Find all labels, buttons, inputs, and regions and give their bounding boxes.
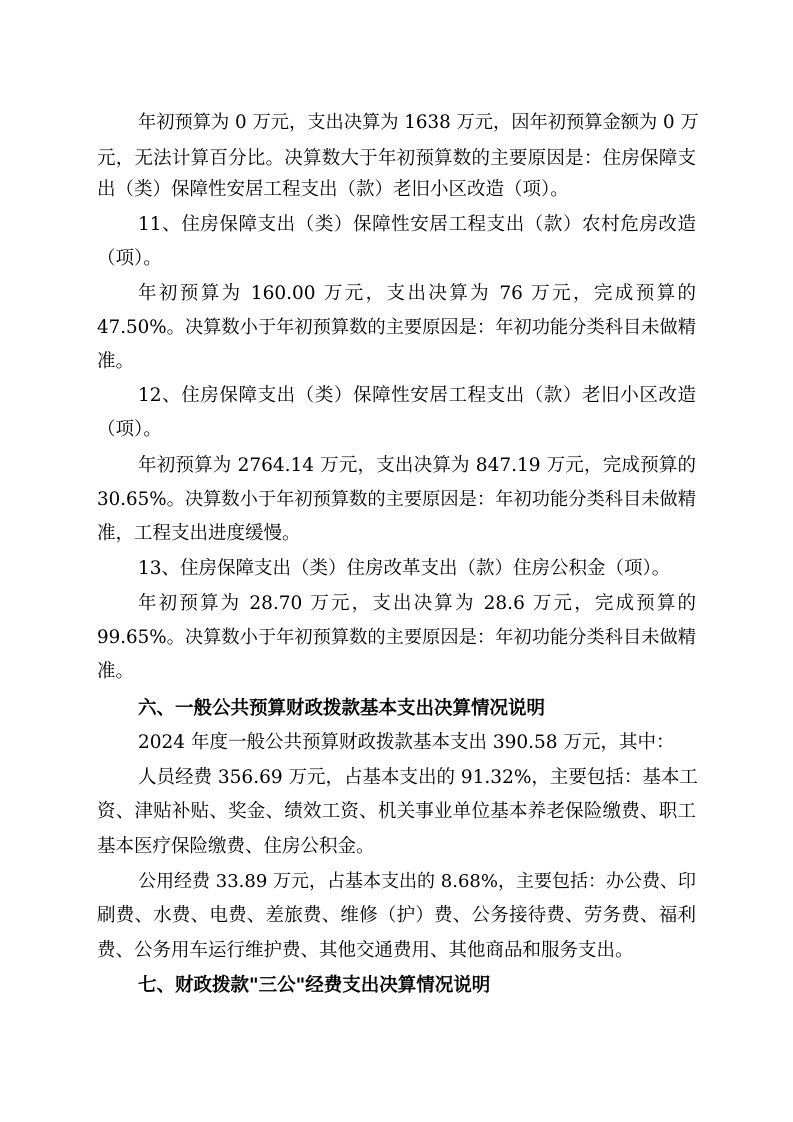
paragraph-line: 公用经费 33.89 万元，占基本支出的 8.68%，主要包括：办公费、印 (138, 871, 696, 892)
paragraph-line: 30.65%。决算数小于年初预算数的主要原因是：年初功能分类科目未做精 (97, 489, 696, 510)
item-11-line: （项）。 (97, 248, 162, 269)
section-heading-six: 六、一般公共预算财政拨款基本支出决算情况说明 (138, 698, 546, 719)
paragraph-line: 基本医疗保险缴费、住房公积金。 (97, 836, 375, 857)
paragraph-line: 年初预算为 160.00 万元，支出决算为 76 万元，完成预算的 (138, 283, 696, 304)
item-13-line: 13、住房保障支出（类）住房改革支出（款）住房公积金（项）。 (138, 558, 671, 579)
paragraph-line: 资、津贴补贴、奖金、绩效工资、机关事业单位基本养老保险缴费、职工 (97, 801, 696, 822)
paragraph-line: 年初预算为 28.70 万元，支出决算为 28.6 万元，完成预算的 (138, 593, 696, 614)
paragraph-line: 2024 年度一般公共预算财政拨款基本支出 390.58 万元，其中： (138, 732, 675, 753)
item-12-line: 12、住房保障支出（类）保障性安居工程支出（款）老旧小区改造 (138, 385, 696, 406)
paragraph-line: 费、公务用车运行维护费、其他交通费用、其他商品和服务支出。 (97, 940, 634, 961)
paragraph-line: 准，工程支出进度缓慢。 (97, 523, 301, 544)
paragraph-line: 准。 (97, 351, 135, 372)
paragraph-line: 元，无法计算百分比。决算数大于年初预算数的主要原因是：住房保障支 (97, 148, 696, 169)
item-11-line: 11、住房保障支出（类）保障性安居工程支出（款）农村危房改造 (138, 214, 696, 235)
section-heading-seven: 七、财政拨款"三公"经费支出决算情况说明 (138, 975, 491, 996)
item-12-line: （项）。 (97, 419, 162, 440)
paragraph-line: 99.65%。决算数小于年初预算数的主要原因是：年初功能分类科目未做精 (97, 627, 696, 648)
paragraph-line: 准。 (97, 661, 135, 682)
paragraph-line: 刷费、水费、电费、差旅费、维修（护）费、公务接待费、劳务费、福利 (97, 905, 696, 926)
paragraph-line: 年初预算为 0 万元，支出决算为 1638 万元，因年初预算金额为 0 万 (138, 112, 699, 133)
paragraph-line: 年初预算为 2764.14 万元，支出决算为 847.19 万元，完成预算的 (138, 455, 696, 476)
paragraph-line: 47.50%。决算数小于年初预算数的主要原因是：年初功能分类科目未做精 (97, 317, 696, 338)
paragraph-line: 出（类）保障性安居工程支出（款）老旧小区改造（项）。 (97, 179, 569, 200)
paragraph-line: 人员经费 356.69 万元，占基本支出的 91.32%，主要包括：基本工 (138, 767, 698, 788)
